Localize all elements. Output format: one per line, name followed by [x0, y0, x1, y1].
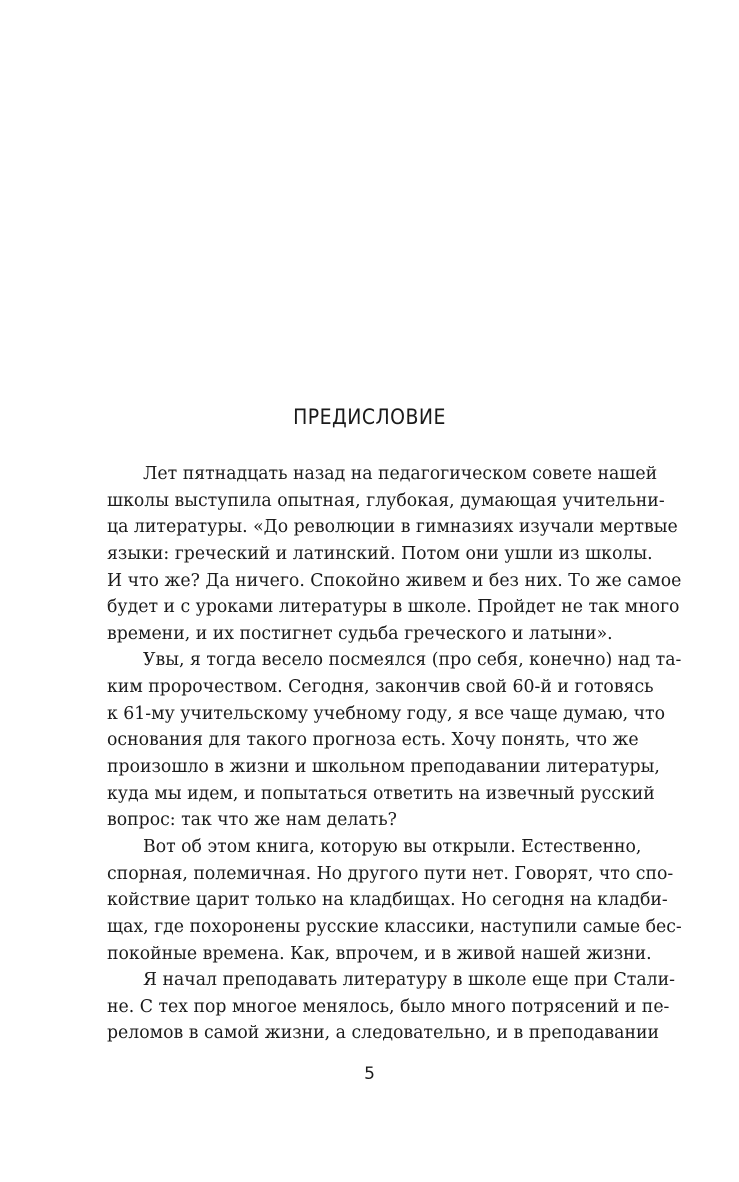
text-line: покойные времена. Как, впрочем, и в живой нашей жизни.	[107, 943, 652, 964]
page-number: 5	[364, 1064, 375, 1084]
text-line: школы выступила опытная, глубокая, думающая учительни-	[107, 490, 665, 511]
text-line: будет и с уроками литературы в школе. Пройдет не так много	[107, 597, 680, 618]
text-line: куда мы идем, и попытаться ответить на извечный русский	[107, 783, 655, 804]
text-line: времени, и их постигнет судьба греческого и латыни».	[107, 623, 613, 644]
text-line: ца литературы. «До революции в гимназиях изучали мертвые	[107, 517, 678, 538]
text-line: койствие царит только на кладбищах. Но сегодня на кладби-	[107, 890, 668, 911]
text-line: основания для такого прогноза есть. Хочу понять, что же	[107, 730, 639, 751]
text-line: к 61-му учительскому учебному году, я все чаще думаю, что	[107, 703, 666, 724]
text-line: ким пророчеством. Сегодня, закончив свой 60-й и готовясь	[107, 677, 654, 698]
text-line: реломов в самой жизни, а следовательно, и в преподавании	[107, 1023, 659, 1044]
text-line: вопрос: так что же нам делать?	[107, 810, 397, 831]
chapter-heading: ПРЕДИСЛОВИЕ	[293, 405, 446, 429]
text-line: Лет пятнадцать назад на педагогическом совете нашей	[143, 464, 658, 484]
text-line: щах, где похоронены русские классики, наступили самые бес-	[107, 916, 682, 937]
text-line: не. С тех пор многое менялось, было много потрясений и пе-	[107, 996, 670, 1017]
text-line: Увы, я тогда весело посмеялся (про себя, конечно) над та-	[143, 650, 682, 671]
text-line: Я начал преподавать литературу в школе еще при Стали-	[143, 970, 675, 991]
text-line: языки: греческий и латинский. Потом они ушли из школы.	[107, 543, 653, 564]
text-line: произошло в жизни и школьном преподавании литературы,	[107, 757, 660, 778]
body-text	[107, 461, 682, 1047]
text-line: И что же? Да ничего. Спокойно живем и без них. То же самое	[107, 570, 682, 591]
text-line: Вот об этом книга, которую вы открыли. Естественно,	[143, 836, 642, 857]
text-line: спорная, полемичная. Но другого пути нет. Говорят, что спо-	[107, 863, 674, 884]
